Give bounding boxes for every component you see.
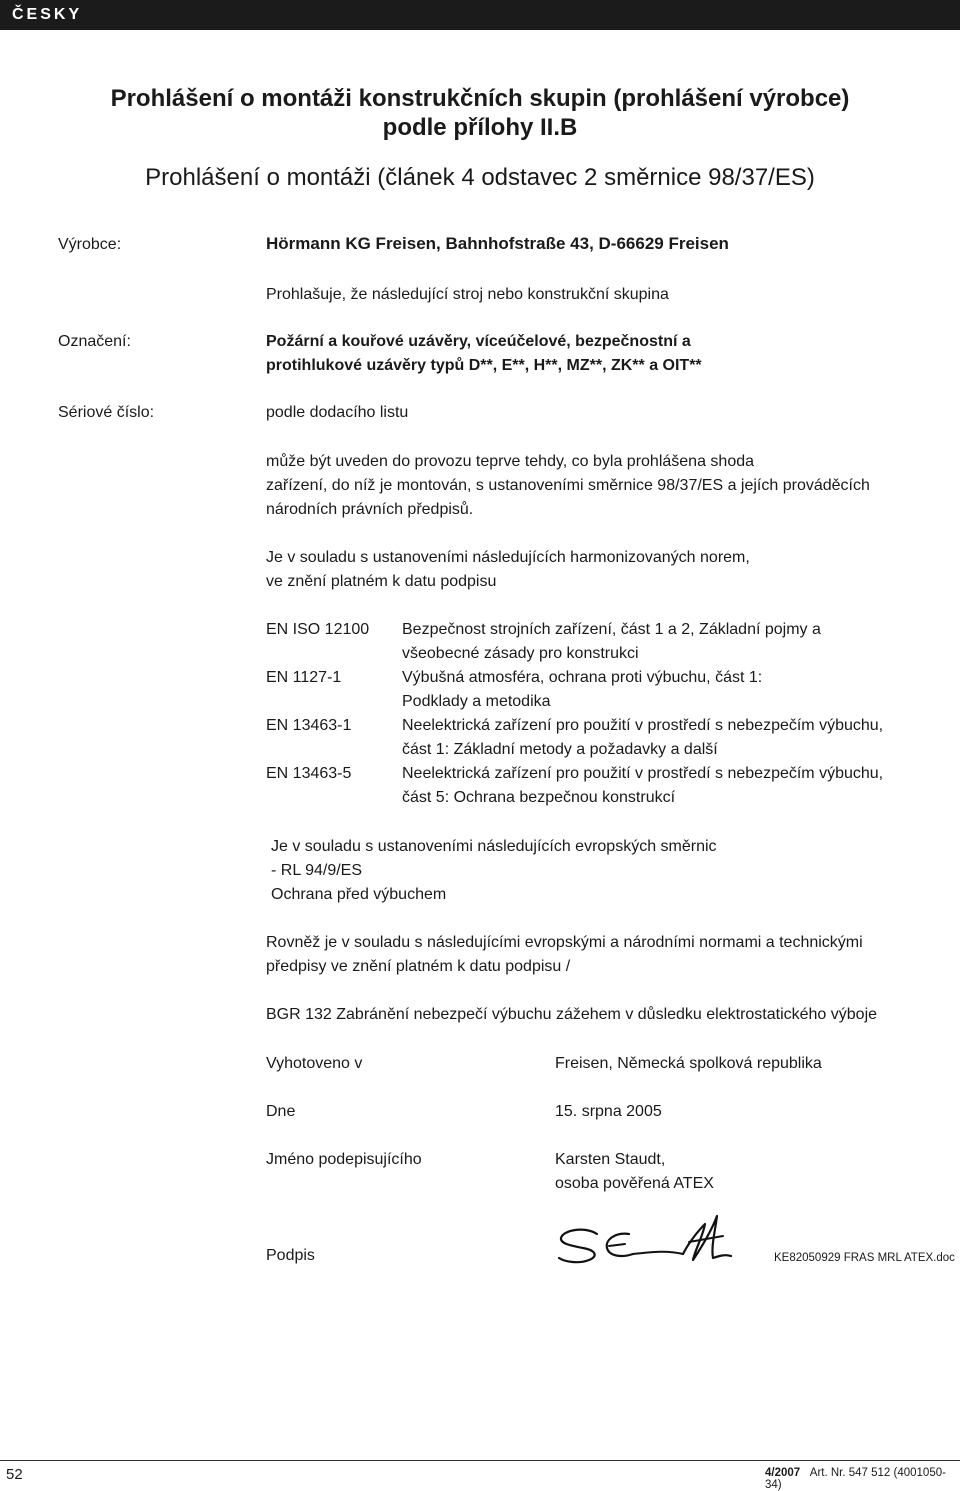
footer-divider [0,1460,960,1461]
declares-text: Prohlašuje, že následující stroj nebo konstrukční skupina [266,286,669,303]
designation-line1: Požární a kouřové uzávěry, víceúčelové, bezpečnostní a [266,333,691,350]
serial-value: podle dodacího listu [266,404,409,421]
standard-desc-line2: část 1: Základní metody a požadavky a další [402,741,718,758]
standard-desc-line2: všeobecné zásady pro konstrukci [402,645,639,662]
serial-label: Sériové číslo: [58,404,155,421]
designation-line2: protihlukové uzávěry typů D**, E**, H**, MZ**, ZK** a OIT** [266,357,702,374]
document-title-line2: podle přílohy II.B [382,114,578,141]
signatory-name: Karsten Staudt, [555,1151,666,1168]
document-title-line1: Prohlášení o montáži konstrukčních skupin (prohlášení výrobce) [110,85,850,112]
operation-line1: může být uveden do provozu teprve tehdy, co byla prohlášena shoda [266,453,755,470]
standard-code: EN ISO 12100 [266,621,370,638]
handwritten-signature [555,1212,745,1272]
date-label: Dne [266,1103,296,1120]
manufacturer-label: Výrobce: [58,236,122,253]
operation-line2: zařízení, do níž je montován, s ustanoveními směrnice 98/37/ES a jejích prováděcích [266,477,870,494]
standard-desc-line2: část 5: Ochrana bezpečnou konstrukcí [402,789,676,806]
harmonized-line1: Je v souladu s ustanoveními následujících harmonizovaných norem, [266,549,750,566]
signatory-label: Jméno podepisujícího [266,1151,422,1168]
standard-desc-line1: Bezpečnost strojních zařízení, část 1 a 2, Základní pojmy a [402,621,821,638]
language-label: ČESKY [12,6,83,23]
directives-line1: Je v souladu s ustanoveními následujících evropských směrnic [271,838,717,855]
place-value: Freisen, Německá spolková republika [555,1055,822,1072]
bgr-text: BGR 132 Zabránění nebezpečí výbuchu zážehem v důsledku elektrostatického výboje [266,1006,878,1023]
standard-code: EN 13463-1 [266,717,352,734]
manufacturer-value: Hörmann KG Freisen, Bahnhofstraße 43, D-66629 Freisen [266,234,729,253]
place-label: Vyhotoveno v [266,1055,363,1072]
designation-label: Označení: [58,333,131,350]
footer-date: 4/2007 [765,1467,801,1479]
directives-line3: Ochrana před výbuchem [271,886,447,903]
standard-desc-line2: Podklady a metodika [402,693,551,710]
footer-article: Art. Nr. 547 512 (4001050-34) [765,1467,946,1491]
standard-code: EN 1127-1 [266,669,342,686]
standard-desc-line1: Neelektrická zařízení pro použití v prostředí s nebezpečím výbuchu, [402,717,884,734]
standard-code: EN 13463-5 [266,765,352,782]
signatory-role: osoba pověřená ATEX [555,1175,714,1192]
directives-line2: - RL 94/9/ES [271,862,363,879]
page-number: 52 [6,1466,23,1483]
standard-desc-line1: Výbušná atmosféra, ochrana proti výbuchu, část 1: [402,669,763,686]
footer-info [765,1467,960,1491]
date-value: 15. srpna 2005 [555,1103,662,1120]
file-reference: KE82050929 FRAS MRL ATEX.doc [774,1252,955,1264]
language-header-bar [0,0,960,30]
signature-label: Podpis [266,1247,315,1264]
national-line1: Rovněž je v souladu s následujícími evropskými a národními normami a technickými [266,934,863,951]
standard-desc-line1: Neelektrická zařízení pro použití v prostředí s nebezpečím výbuchu, [402,765,884,782]
harmonized-line2: ve znění platném k datu podpisu [266,573,497,590]
national-line2: předpisy ve znění platném k datu podpisu / [266,958,571,975]
document-subtitle: Prohlášení o montáži (článek 4 odstavec 2 směrnice 98/37/ES) [145,164,815,191]
operation-line3: národních právních předpisů. [266,501,474,518]
